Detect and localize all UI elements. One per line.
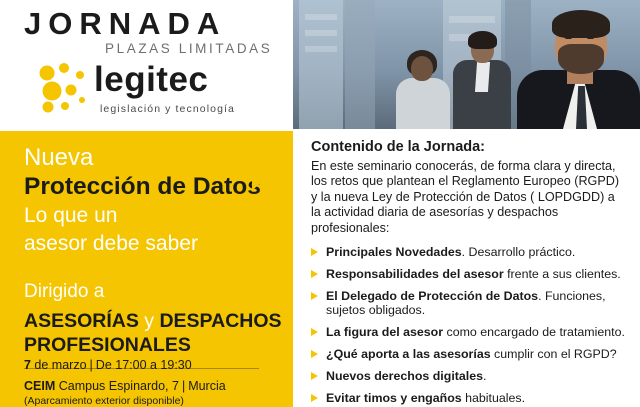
agenda-item <box>311 347 628 362</box>
agenda-item-detail: . Funciones, sujetos obligados. <box>326 288 606 318</box>
logo-tagline: legislación y tecnología <box>100 103 235 115</box>
triangle-bullet-icon <box>311 292 318 300</box>
photo-window <box>305 46 337 52</box>
agenda-item <box>311 325 628 340</box>
divider-pipe-1: | <box>89 358 93 372</box>
agenda-item-title: El Delegado de Protección de Datos <box>326 288 539 303</box>
agenda-item <box>311 267 628 282</box>
subline-1: Lo que un <box>24 204 118 227</box>
audience-despachos: DESPACHOS <box>159 310 282 332</box>
logo-wordmark: legitec <box>94 60 209 99</box>
photo-window <box>305 30 337 36</box>
triangle-bullet-icon <box>311 270 318 278</box>
agenda-item-detail: habituales. <box>461 390 526 405</box>
venue-city: Murcia <box>188 379 226 393</box>
hairline-divider <box>24 368 259 369</box>
agenda-item-detail: . Desarrollo práctico. <box>461 245 576 260</box>
agenda-item-detail: . <box>483 368 487 383</box>
divider-pipe-2: | <box>181 379 186 393</box>
photo-person-woman-body <box>396 78 450 129</box>
content-title: Contenido de la Jornada: <box>311 139 486 155</box>
legitec-logo <box>38 58 278 126</box>
agenda-item-title: ¿Qué aporta a las asesorías <box>326 347 491 362</box>
agenda-item-title: Responsabilidades del asesor <box>326 266 504 281</box>
photo-person-man-hair <box>468 31 497 49</box>
agenda-item-detail: frente a sus clientes. <box>503 266 621 281</box>
agenda-item <box>311 289 628 319</box>
photo-foreground-hair <box>552 10 610 38</box>
venue-name: CEIM <box>24 379 56 393</box>
photo-foreground-beard <box>558 44 604 74</box>
triangle-bullet-icon <box>311 328 318 336</box>
venue-address: Campus Espinardo, 7 <box>58 379 179 393</box>
logo-dots-icon <box>38 62 94 114</box>
content-intro: En este seminario conocerás, de forma clara y directa, los retos que plantean el Reglamento Europeo (RGPD) y la nueva Ley de Protección de Datos ( LOPDGDD) a la actividad diaria de asesorías y despachos profesionales: <box>311 159 620 235</box>
parking-note: (Aparcamiento exterior disponible) <box>24 395 184 407</box>
left-column <box>0 0 293 407</box>
event-word: JORNADA <box>24 6 227 41</box>
audience-conjunction: y <box>144 310 155 332</box>
content-section <box>293 129 640 407</box>
photo-window <box>305 14 337 20</box>
brand-header <box>0 0 293 131</box>
triangle-bullet-icon <box>311 394 318 402</box>
agenda-item-detail: como encargado de tratamiento. <box>443 325 625 340</box>
event-time: De 17:00 a 19:30 <box>95 358 192 372</box>
agenda-item <box>311 391 628 406</box>
photo-foreground-eye-left <box>565 36 572 39</box>
headline-text: Protección de Datos <box>24 173 261 200</box>
event-month: de marzo <box>30 358 87 372</box>
photo-foreground-eye-right <box>587 36 594 39</box>
photo-person-woman-head <box>411 56 433 81</box>
agenda-item-title: Principales Novedades <box>326 245 462 260</box>
subline-2: asesor debe saber <box>24 232 198 255</box>
kicker-text: Nueva <box>24 144 94 171</box>
hero-photo <box>293 0 640 129</box>
limited-seats-label: PLAZAS LIMITADAS <box>105 41 273 56</box>
audience-line-2: PROFESIONALES <box>24 334 191 356</box>
yellow-panel <box>0 131 293 407</box>
venue-line <box>24 379 226 393</box>
triangle-bullet-icon <box>311 350 318 358</box>
photo-window <box>449 16 495 23</box>
triangle-bullet-icon <box>311 372 318 380</box>
agenda-item-title: La figura del asesor <box>326 325 444 340</box>
yellow-arrow-shape <box>252 131 282 191</box>
date-time-line <box>24 358 192 372</box>
agenda-list <box>311 245 628 405</box>
photo-building-2 <box>345 0 375 129</box>
event-day: 7 <box>24 358 31 372</box>
agenda-item-title: Evitar timos y engaños <box>326 390 462 405</box>
agenda-item-detail: cumplir con el RGPD? <box>490 347 617 362</box>
agenda-item-title: Nuevos derechos digitales <box>326 368 484 383</box>
agenda-item <box>311 369 628 384</box>
audience-asesorias: ASESORÍAS <box>24 310 139 332</box>
triangle-bullet-icon <box>311 248 318 256</box>
agenda-item <box>311 245 628 260</box>
audience-label: Dirigido a <box>24 281 105 302</box>
audience-line-1 <box>24 310 282 333</box>
right-column <box>293 0 640 407</box>
photo-person-man-shirt <box>475 62 490 92</box>
